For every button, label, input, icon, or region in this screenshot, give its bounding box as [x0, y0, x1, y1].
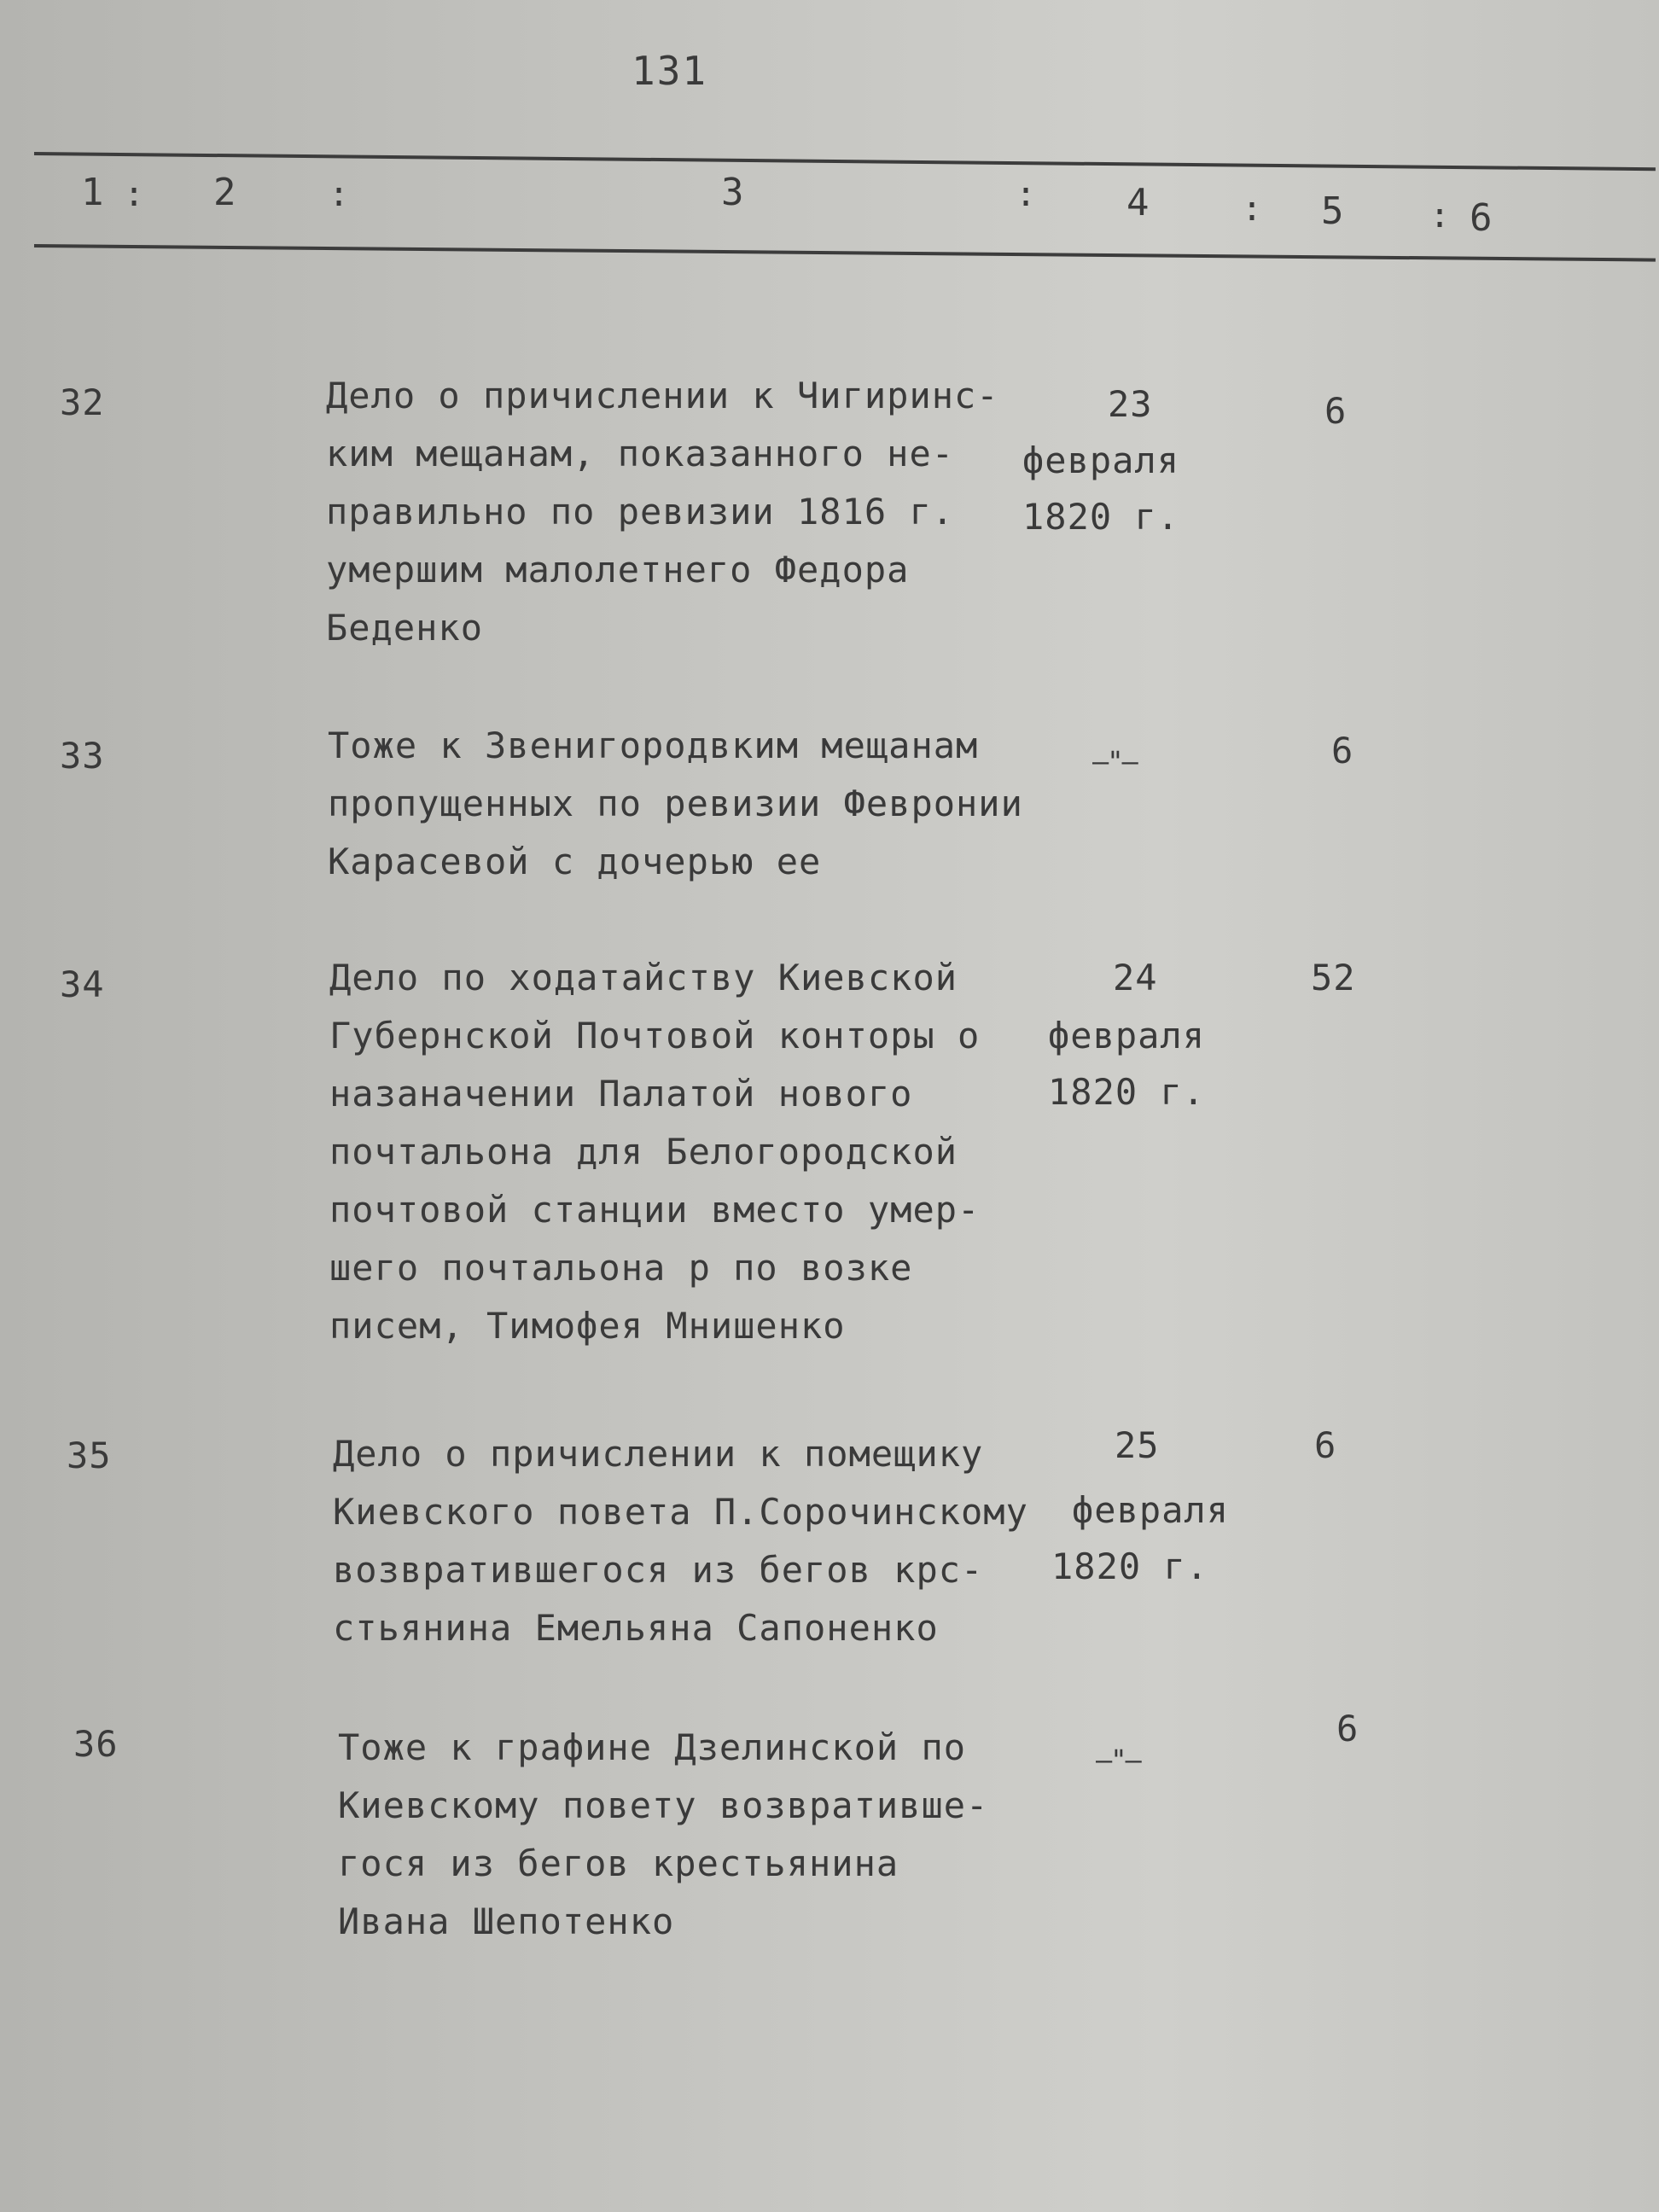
date-month: февраля: [1072, 1489, 1230, 1531]
description-line: гося из бегов крестьянина: [338, 1842, 899, 1884]
description-line: пропущенных по ревизии Февронии: [328, 783, 1023, 824]
description-line: Киевского повета П.Сорочинскому: [333, 1491, 1028, 1533]
row-description: [328, 717, 1023, 891]
header-separator: :: [329, 175, 350, 214]
date-year: 1820 г.: [1022, 496, 1180, 538]
description-line: ким мещанам, показанного не-: [326, 433, 955, 474]
date-day: 23: [1108, 383, 1153, 425]
description-line: правильно по ревизии 1816 г.: [326, 491, 955, 533]
description-line: Тоже к графине Дзелинской по: [338, 1726, 967, 1768]
description-line: назаначении Палатой нового: [329, 1073, 913, 1115]
header-col-5: 5: [1321, 189, 1344, 233]
row-number: 33: [60, 735, 105, 777]
description-line: умершим малолетнего Федора: [326, 549, 910, 591]
description-line: Дело о причислении к Чигиринс-: [326, 375, 999, 416]
header-col-2: 2: [213, 171, 236, 214]
date-day: 24: [1113, 957, 1158, 998]
description-line: почтовой станции вместо умер-: [329, 1189, 981, 1231]
date-year: 1820 г.: [1051, 1545, 1209, 1587]
sheet-count: 6: [1324, 390, 1348, 432]
row-number: 36: [73, 1723, 119, 1765]
sheet-count: 6: [1314, 1424, 1337, 1466]
description-line: Дело о причислении к помещику: [333, 1433, 984, 1475]
header-col-6: 6: [1470, 196, 1493, 240]
date-ditto-mark: —"—: [1092, 745, 1137, 777]
description-line: Тоже к Звенигородвким мещанам: [328, 725, 979, 766]
header-separator: :: [1429, 196, 1451, 236]
description-line: Дело по ходатайству Киевской: [329, 957, 958, 998]
header-col-3: 3: [721, 171, 744, 214]
row-description: [326, 367, 999, 657]
date-month: февраля: [1022, 439, 1180, 481]
date-year: 1820 г.: [1048, 1071, 1206, 1113]
header-separator: :: [1016, 175, 1037, 214]
row-number: 32: [60, 381, 105, 423]
row-description: [333, 1425, 1028, 1657]
row-description: [338, 1719, 988, 1951]
description-line: почтальона для Белогородской: [329, 1131, 958, 1173]
description-line: шего почтальона р по возке: [329, 1247, 913, 1289]
sheet-count: 6: [1331, 730, 1354, 771]
date-month: февраля: [1048, 1015, 1206, 1057]
date-ditto-mark: —"—: [1096, 1743, 1140, 1776]
description-line: Киевскому повету возвративше-: [338, 1784, 989, 1826]
header-col-1: 1: [81, 171, 104, 214]
header-bottom-rule: [34, 244, 1656, 262]
row-number: 35: [67, 1435, 112, 1476]
row-number: 34: [60, 963, 105, 1005]
description-line: возвратившегося из бегов крс-: [333, 1549, 984, 1591]
description-line: Карасевой с дочерью ее: [328, 841, 822, 882]
description-line: Ивана Шепотенко: [338, 1901, 675, 1942]
sheet-count: 52: [1311, 957, 1356, 998]
description-line: Губернской Почтовой конторы о: [329, 1015, 981, 1057]
description-line: писем, Тимофея Мнишенко: [329, 1305, 846, 1347]
header-col-4: 4: [1126, 181, 1150, 224]
header-separator: :: [1242, 189, 1263, 229]
header-top-rule: [34, 152, 1656, 171]
description-line: стьянина Емельяна Сапоненко: [333, 1607, 939, 1649]
page-number: 131: [632, 48, 708, 94]
header-separator: :: [124, 175, 145, 214]
date-day: 25: [1115, 1424, 1160, 1466]
description-line: Беденко: [326, 607, 484, 649]
sheet-count: 6: [1336, 1708, 1359, 1749]
row-description: [329, 949, 980, 1355]
